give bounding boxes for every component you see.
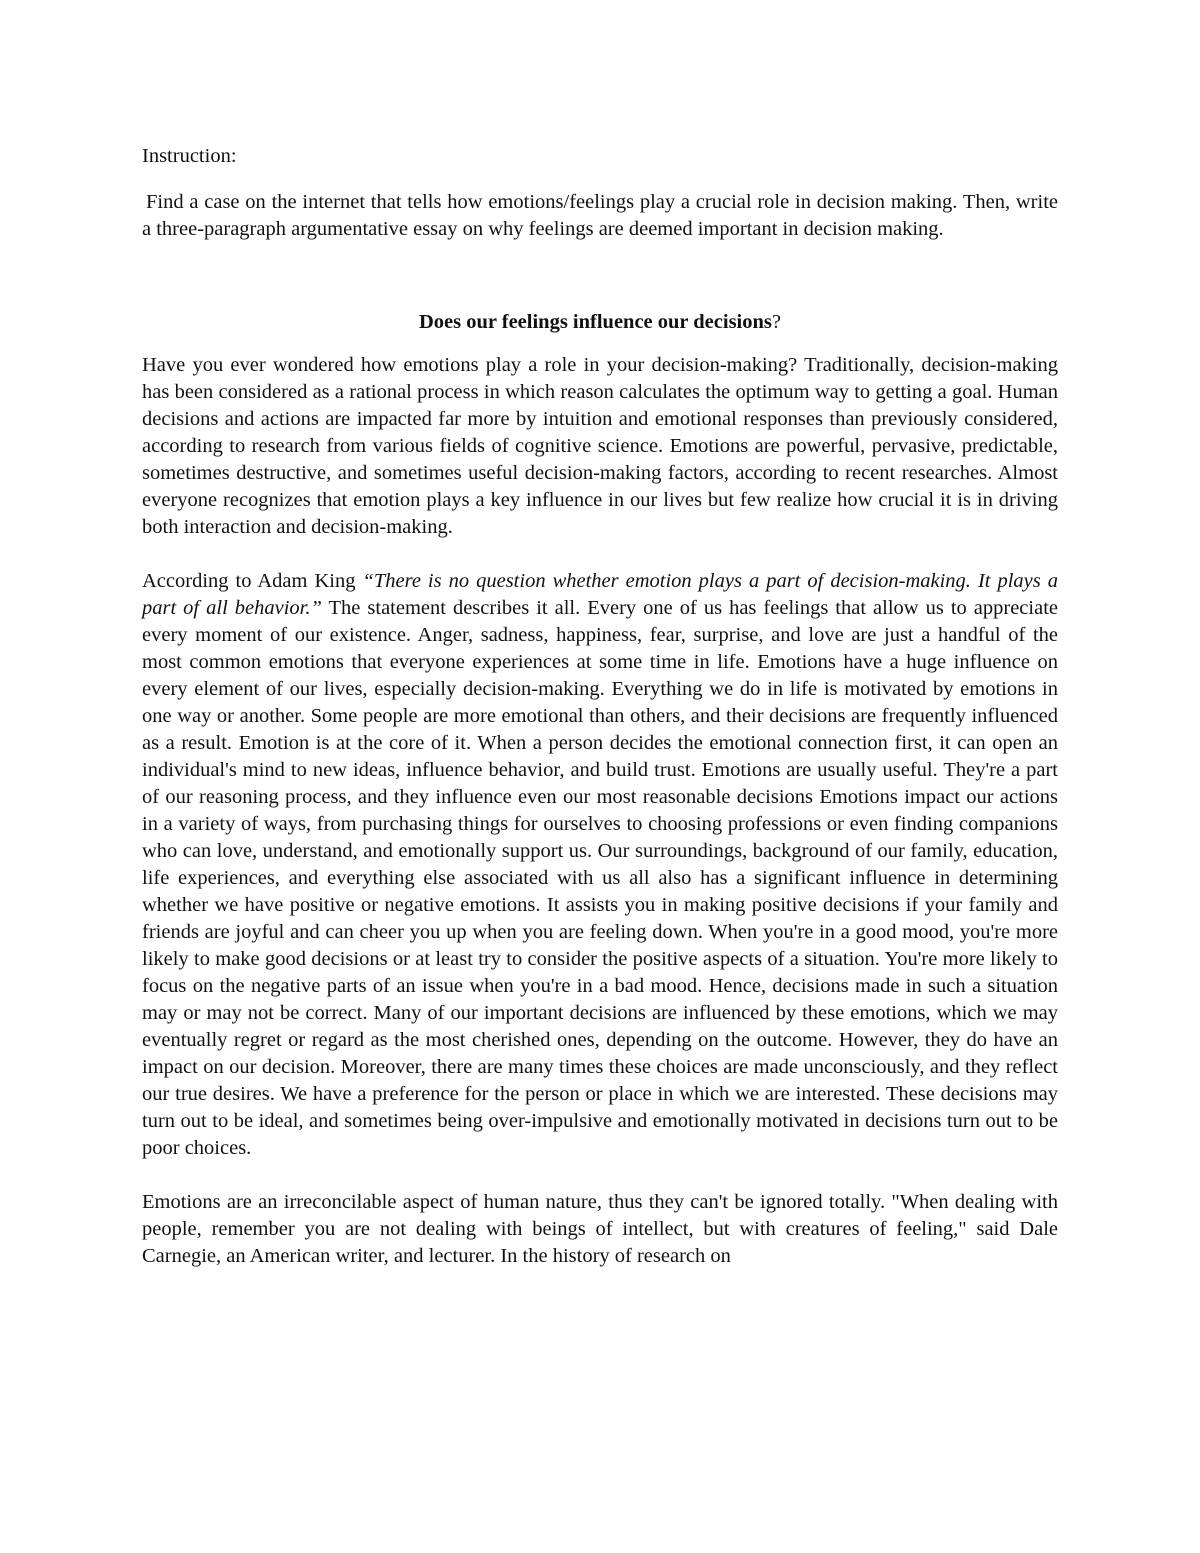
essay-paragraph-3: Emotions are an irreconcilable aspect of human nature, thus they can't be ignored totally. "When dealing with people, remember you are not dealing with beings of intellect, but with creatures of feeling," said Dale Carnegie, an American writer, and lecturer. In the history of research on <box>142 1191 1058 1267</box>
paragraph-2-lead: According to Adam King <box>142 570 363 592</box>
essay-paragraph-1: Have you ever wondered how emotions play a role in your decision-making? Traditionally, decision-making has been considered as a rational process in which reason calculates the optimum way to getting a goal. Human decisions and actions are impacted far more by intuition and emotional responses than previously considered, according to research from various fields of cognitive science. Emotions are powerful, pervasive, predictable, sometimes destructive, and sometimes useful decision-making factors, according to recent researches. Almost everyone recognizes that emotion plays a key influence in our lives but few realize how crucial it is in driving both interaction and decision-making. <box>142 354 1058 538</box>
essay-title <box>142 309 1058 336</box>
paragraph-2-body: The statement describes it all. Every one of us has feelings that allow us to appreciate every moment of our existence. Anger, sadness, happiness, fear, surprise, and love are just a handful of the most common emotions that everyone experiences at some time in life. Emotions have a huge influence on every element of our lives, especially decision-making. Everything we do in life is motivated by emotions in one way or another. Some people are more emotional than others, and their decisions are frequently influenced as a result. Emotion is at the core of it. When a person decides the emotional connection first, it can open an individual's mind to new ideas, influence behavior, and build trust. Emotions are usually useful. They're a part of our reasoning process, and they influence even our most reasonable decisions Emotions impact our actions in a variety of ways, from purchasing things for ourselves to choosing professions or even finding companions who can love, understand, and emotionally support us. Our surroundings, background of our family, education, life experiences, and everything else associated with us all also has a significant influence in determining whether we have positive or negative emotions. It assists you in making positive decisions if your family and friends are joyful and can cheer you up when you are feeling down. When you're in a good mood, you're more likely to make good decisions or at least try to consider the positive aspects of a situation. You're more likely to focus on the negative parts of an issue when you're in a bad mood. Hence, decisions made in such a situation may or may not be correct. Many of our important decisions are influenced by these emotions, which we may eventually regret or regard as the most cherished ones, depending on the outcome. However, they do have an impact on our decision. Moreover, there are many times these choices are made unconsciously, and they reflect our true desires. We have a preference for the person or place in which we are interested. These decisions may turn out to be ideal, and sometimes being over-impulsive and emotionally motivated in decisions turn out to be poor choices. <box>142 597 1058 1159</box>
adam-king-quote: “There is no question whether emotion plays a part of decision-making. It plays a part of all behavior.” <box>142 570 1058 619</box>
essay-title-text: Does our feelings influence our decisions <box>419 311 772 333</box>
instruction-label: Instruction: <box>142 145 237 167</box>
essay-title-question-mark: ? <box>771 311 781 333</box>
essay-paragraph-2 <box>142 568 1058 1162</box>
document-body <box>142 143 1058 1270</box>
instruction-text: Find a case on the internet that tells how emotions/feelings play a crucial role in decision making. Then, write a three-paragraph argumentative essay on why feelings are deemed important in decision making. <box>142 191 1058 240</box>
